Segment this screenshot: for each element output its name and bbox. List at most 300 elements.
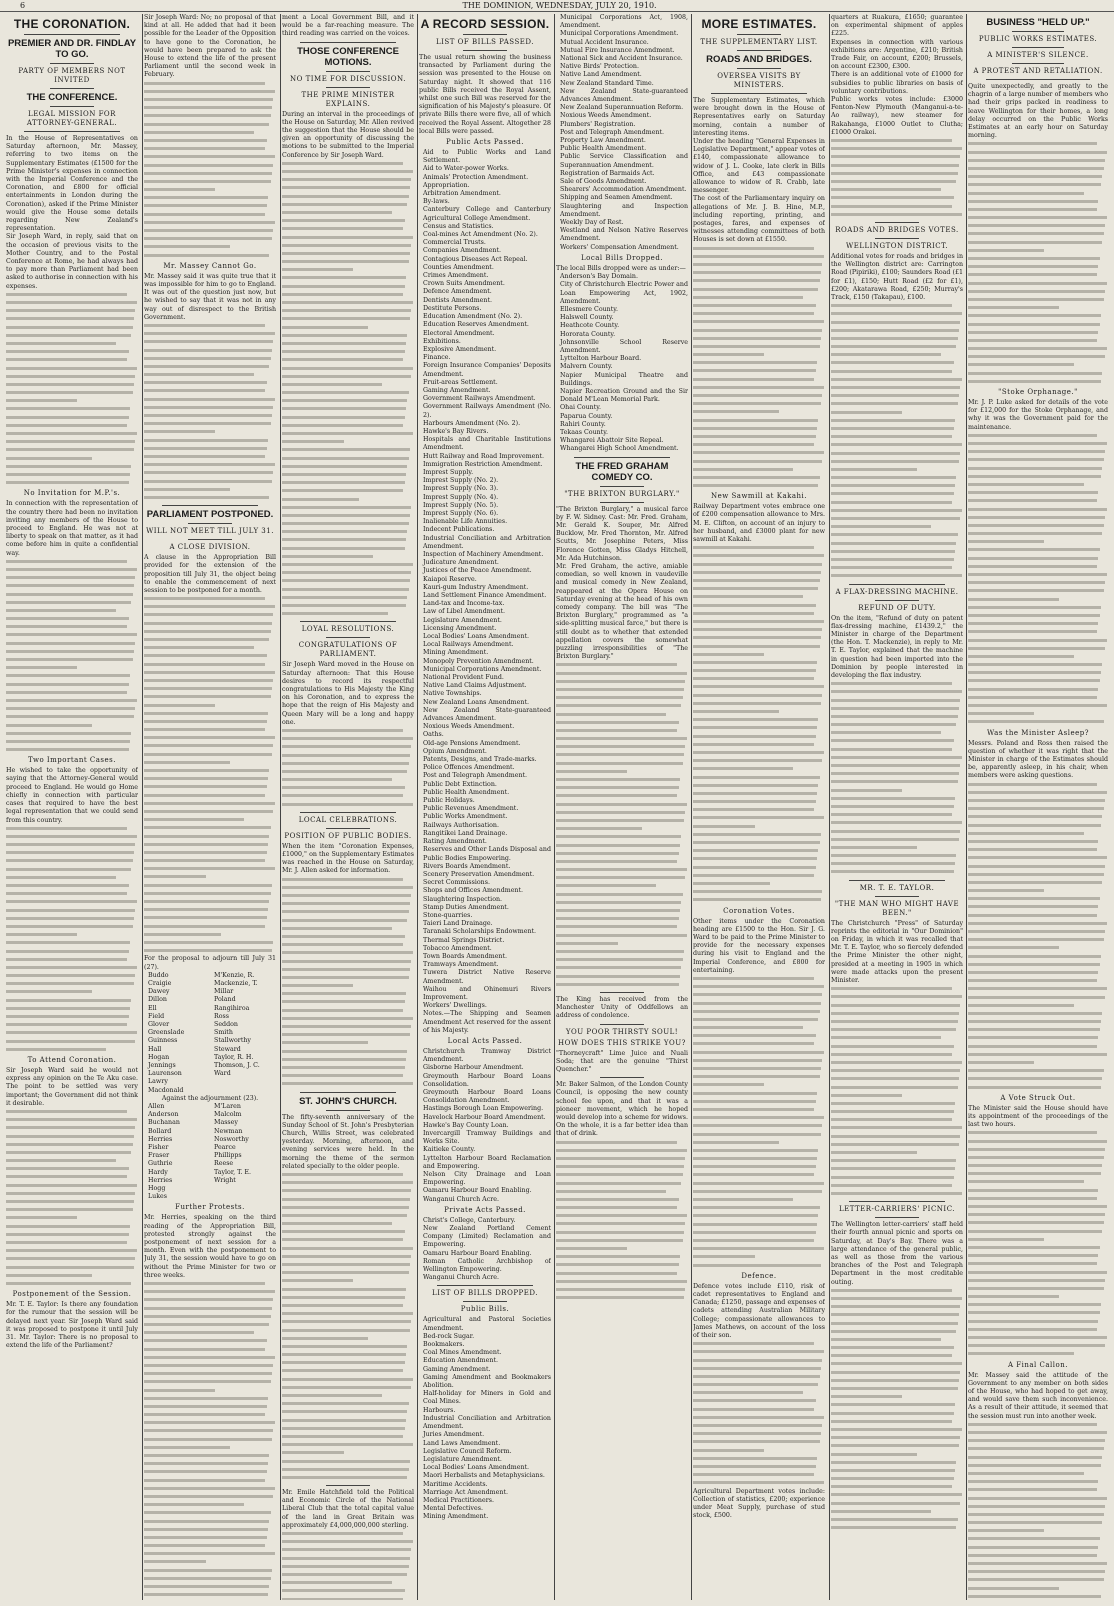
text-line <box>831 556 963 564</box>
text-line-ink <box>282 326 368 329</box>
text-line <box>144 808 276 816</box>
text-line <box>282 561 414 569</box>
text-line <box>693 741 825 749</box>
text-line <box>6 915 138 923</box>
text-line-ink <box>831 402 958 405</box>
text-line-ink <box>144 892 271 895</box>
text-line-ink <box>282 992 406 995</box>
column-1 <box>6 14 138 1600</box>
text-line <box>693 1163 825 1171</box>
text-line-ink <box>282 902 410 905</box>
text-line-ink <box>968 1189 1098 1192</box>
text-line-ink <box>282 186 410 189</box>
text-line <box>144 726 276 734</box>
text-line-ink <box>831 411 902 414</box>
list-item: Harbours. <box>423 1406 456 1414</box>
page-header-strip <box>0 0 1114 12</box>
text-line <box>831 705 963 713</box>
text-line <box>556 825 688 833</box>
text-line-ink <box>144 1593 268 1596</box>
text-line <box>693 1422 825 1430</box>
text-line <box>144 1387 276 1395</box>
text-line <box>6 882 138 890</box>
text-line <box>693 864 825 872</box>
list-item: Noxious Weeds Amendment. <box>560 112 652 120</box>
text-line-ink <box>6 560 127 563</box>
text-line-ink <box>831 1297 962 1300</box>
text-line <box>6 422 138 430</box>
text-line <box>6 438 138 446</box>
text-line-ink <box>6 1282 131 1285</box>
text-line <box>282 160 414 168</box>
text-line-ink <box>144 357 271 360</box>
list-item: Napier Municipal Theatre and Buildings. <box>560 371 688 387</box>
text-line <box>144 947 276 955</box>
text-line-ink <box>6 999 131 1002</box>
text-line <box>693 569 825 577</box>
list-item: Tramways Amendment. <box>423 961 499 969</box>
text-line-ink <box>6 317 134 320</box>
list-item: Dawey <box>148 988 170 996</box>
text-line-ink <box>693 1239 814 1242</box>
text-line-ink <box>282 894 411 897</box>
list-item: New Zealand Portland Cement Company (Limited) Reclamation and Empowering. <box>423 1225 551 1249</box>
text-line <box>831 572 963 580</box>
text-line-ink <box>6 576 135 579</box>
divider <box>50 106 94 107</box>
deck-oversea-visits: OVERSEA VISITS BY MINISTERS. <box>717 72 801 89</box>
text-line <box>144 137 276 145</box>
text-line <box>144 1370 276 1378</box>
text-line-ink <box>282 358 403 361</box>
list-item: Native Townships. <box>423 690 482 698</box>
section-subhead: A CLOSE DIVISION. <box>169 543 251 552</box>
divider <box>1012 47 1064 48</box>
text-line-ink <box>693 694 822 697</box>
text-line <box>831 194 963 202</box>
text-line <box>831 507 963 515</box>
text-line <box>556 907 688 915</box>
text-line-ink <box>968 1131 1097 1134</box>
text-line-ink <box>144 1511 271 1514</box>
text-line <box>282 1343 414 1351</box>
text-line-ink <box>968 548 1100 551</box>
deck-party: PARTY OF MEMBERS NOT INVITED <box>18 67 126 84</box>
text-line <box>831 1508 963 1516</box>
list-item: Jennings <box>148 1062 176 1069</box>
text-line <box>968 1138 1108 1146</box>
text-line-ink <box>968 1480 1098 1483</box>
text-line <box>144 112 276 120</box>
text-line <box>968 473 1108 481</box>
text-line <box>831 1336 963 1344</box>
text-line <box>6 923 138 931</box>
list-item: Public Holidays. <box>423 797 475 805</box>
deck-public-works: PUBLIC WORKS ESTIMATES. <box>978 35 1098 43</box>
text-line <box>282 438 414 446</box>
text-line <box>282 225 414 233</box>
list-item: Maritime Accidents. <box>423 1480 488 1488</box>
text-line-ink <box>144 613 273 616</box>
text-line <box>831 490 963 498</box>
text-line <box>144 202 276 210</box>
list-item: Public Debt Extinction. <box>423 780 497 788</box>
text-line <box>693 1196 825 1204</box>
text-line <box>693 1430 825 1438</box>
text-line <box>282 545 414 553</box>
deck-bills-passed: LIST OF BILLS PASSED. <box>436 38 534 46</box>
text-line-ink <box>282 448 410 451</box>
text-line <box>831 409 963 417</box>
text-line-ink <box>556 753 684 756</box>
text-line-ink <box>693 402 821 405</box>
text-line-ink <box>831 468 917 471</box>
text-line-ink <box>831 312 962 315</box>
text-line <box>693 1455 825 1463</box>
text-line-ink <box>831 1077 959 1080</box>
text-line <box>831 162 963 170</box>
text-line-ink <box>144 908 268 911</box>
text-line-ink <box>144 430 215 433</box>
text-line-ink <box>831 739 954 742</box>
text-line <box>282 291 414 299</box>
text-line <box>968 813 1108 821</box>
text-line-ink <box>831 1151 917 1154</box>
list-item: Wanganui Church Acre. <box>423 1195 499 1203</box>
text-line <box>968 985 1108 993</box>
text-line-ink <box>144 1552 275 1555</box>
text-line-ink <box>968 1180 1084 1183</box>
text-line-ink <box>282 301 413 304</box>
text-line <box>968 645 1108 653</box>
text-line-ink <box>693 1051 824 1054</box>
text-line <box>968 620 1108 628</box>
text-line <box>282 743 414 751</box>
text-line-ink <box>6 1135 134 1138</box>
text-line <box>282 1538 414 1546</box>
list-item: Explosive Amendment. <box>423 345 497 353</box>
text-line <box>556 686 688 694</box>
text-line <box>282 397 414 405</box>
article-paragraph: Agricultural Department votes include: Collection of statistics, £200; experience under Meat Supply, purchase of stud stock, £500. <box>693 1487 825 1520</box>
text-line <box>831 145 963 153</box>
filler-text-block <box>968 781 1108 1092</box>
text-line-ink <box>6 925 133 928</box>
text-line-ink <box>693 476 820 479</box>
section-subhead: A Vote Struck Out. <box>1000 1093 1076 1102</box>
text-line-ink <box>968 265 1098 268</box>
text-line <box>693 634 825 642</box>
text-line-ink <box>144 90 275 93</box>
text-line <box>693 872 825 880</box>
list-item: Public Health Amendment. <box>560 145 647 153</box>
list-item: Shops and Offices Amendment. <box>423 887 524 895</box>
text-line <box>144 162 276 170</box>
text-line <box>831 1426 963 1434</box>
text-line <box>6 414 138 422</box>
text-line <box>6 582 138 590</box>
text-line <box>968 440 1108 448</box>
text-line-ink <box>831 1167 955 1170</box>
text-line-ink <box>556 1149 687 1152</box>
text-line <box>968 1195 1108 1203</box>
text-line-ink <box>144 835 269 838</box>
text-line-ink <box>144 744 273 747</box>
text-line-ink <box>968 1287 1104 1290</box>
text-line-ink <box>556 680 685 683</box>
list-item: Shearers' Accommodation Amendment. <box>560 186 687 194</box>
text-line <box>831 1344 963 1352</box>
text-line-ink <box>693 394 822 397</box>
list-item: Marriage Act Amendment. <box>423 1488 508 1496</box>
text-line-ink <box>144 941 273 944</box>
list-item: Rating Amendment. <box>423 838 487 846</box>
text-line-ink <box>282 563 413 566</box>
list-item: Thermal Springs District. <box>423 936 505 944</box>
article-paragraph: Sir Joseph Ward: No; no proposal of that kind at all. He added that had it been possible for the Leader of the Opposition to have gone to the Coronation, he would have been prepared to ask the House to extend the life of the present Parliament until the second week in February. <box>144 14 276 79</box>
list-item: Kaiapoi Reserve. <box>423 575 477 583</box>
text-line-ink <box>144 875 206 878</box>
text-line <box>556 801 688 809</box>
text-line-ink <box>556 983 679 986</box>
text-line <box>693 618 825 626</box>
text-line <box>144 611 276 619</box>
text-line-ink <box>693 1383 818 1386</box>
text-line-ink <box>144 324 265 327</box>
text-line-ink <box>282 1173 403 1176</box>
text-line <box>831 1100 963 1108</box>
text-line-ink <box>831 172 958 175</box>
text-line <box>282 455 414 463</box>
text-line-ink <box>282 407 406 410</box>
text-line-ink <box>556 704 681 707</box>
text-line-ink <box>282 293 403 296</box>
text-line <box>556 776 688 784</box>
text-line-ink <box>6 707 135 710</box>
text-line <box>968 546 1108 554</box>
text-line-ink <box>693 1342 814 1345</box>
text-line-ink <box>282 588 409 591</box>
text-line-ink <box>282 317 410 320</box>
text-line <box>968 1236 1108 1244</box>
text-line-ink <box>693 378 814 381</box>
text-line-ink <box>831 854 956 857</box>
text-line <box>693 1040 825 1048</box>
text-line-ink <box>693 1440 820 1443</box>
text-line <box>968 271 1108 279</box>
text-line <box>282 792 414 800</box>
article-paragraph: Defence votes include £110, risk of cadet representatives to England and Canada; £1250, passage and expenses of cadets attending Australian Military College; compassionate allowances to James Mathews, on account of the loss of their son. <box>693 1282 825 1339</box>
list-item: Land-tax and Income-tax. <box>423 600 505 608</box>
list-item: Tuwera District Native Reserve Amendment. <box>423 969 551 985</box>
text-line-ink <box>831 1045 954 1048</box>
text-line-ink <box>144 229 273 232</box>
text-line <box>282 610 414 618</box>
text-line-ink <box>282 1589 405 1592</box>
text-line-ink <box>282 927 392 930</box>
text-line-ink <box>831 419 955 422</box>
text-line-ink <box>6 1118 137 1121</box>
text-line-ink <box>831 1004 960 1007</box>
text-line-ink <box>6 593 133 596</box>
text-line-ink <box>693 1010 820 1013</box>
text-line <box>282 1351 414 1359</box>
text-line-ink <box>144 204 267 207</box>
text-line <box>282 1425 414 1433</box>
text-line <box>693 351 825 359</box>
section-subhead: Further Protests. <box>175 1203 245 1212</box>
list-item: Property Law Amendment. <box>560 137 646 145</box>
text-line <box>968 1269 1108 1277</box>
text-line-ink <box>6 1266 134 1269</box>
text-line-ink <box>6 293 127 296</box>
text-line <box>282 892 414 900</box>
text-line-ink <box>968 355 1105 358</box>
text-line-ink <box>556 1198 679 1201</box>
text-line <box>282 1056 414 1064</box>
text-line <box>282 463 414 471</box>
text-line-ink <box>144 213 265 216</box>
text-line-ink <box>282 342 406 345</box>
article-paragraph: Mr. T. E. Taylor: Is there any foundation for the rumour that the session will be delayed next year. Sir Joseph Ward said it was proposed to postpone it until July 31. Mr. Taylor: There is no proposal to extend the life of the Parliament? <box>6 1301 138 1350</box>
text-line <box>6 1021 138 1029</box>
text-line <box>968 1511 1108 1519</box>
column-5 <box>556 14 688 1600</box>
text-line <box>831 729 963 737</box>
text-line <box>282 1294 414 1302</box>
text-line-ink <box>6 1126 135 1129</box>
text-line-ink <box>693 1133 821 1136</box>
text-line <box>282 1277 414 1285</box>
text-line-ink <box>144 884 272 887</box>
text-line <box>144 1378 276 1386</box>
article-paragraph: The Christchurch "Press" of Saturday reprints the editorial in "Our Dominion" on Friday, in which it was recalled that Mr. T. E. Taylor, who so fiercely defended the Prime Minister the other night, presided at a meeting in 1905 in which were made attacks upon the present Minister. <box>831 919 963 985</box>
text-line <box>968 1585 1108 1593</box>
text-line <box>831 343 963 351</box>
text-line-ink <box>282 1427 405 1430</box>
text-line-ink <box>144 1577 271 1580</box>
text-line <box>968 465 1108 473</box>
text-line <box>693 593 825 601</box>
text-line <box>693 376 825 384</box>
noes-list-right <box>210 1103 276 1201</box>
text-line <box>831 1401 963 1409</box>
text-line-ink <box>831 830 960 833</box>
text-line <box>831 1165 963 1173</box>
text-line <box>968 797 1108 805</box>
text-line <box>6 956 138 964</box>
text-line-ink <box>282 1304 403 1307</box>
text-line <box>6 299 138 307</box>
text-line-ink <box>6 1249 137 1252</box>
text-line <box>968 1002 1108 1010</box>
text-line-ink <box>968 1012 1102 1015</box>
text-line-ink <box>693 1432 821 1435</box>
text-line <box>968 198 1108 206</box>
section-subhead: "Stoke Orphanage." <box>998 388 1078 397</box>
section-subhead: Coronation Votes. <box>723 906 795 915</box>
column-6 <box>693 14 825 1600</box>
text-line-ink <box>693 1391 803 1394</box>
text-line <box>831 1369 963 1377</box>
text-line-ink <box>282 1074 403 1077</box>
text-line-ink <box>968 475 1101 478</box>
ayes-list-right <box>210 972 276 1095</box>
text-line <box>831 1182 963 1190</box>
text-line-ink <box>6 625 127 628</box>
text-line-ink <box>282 236 413 239</box>
text-line <box>282 1555 414 1563</box>
text-line <box>968 1486 1108 1494</box>
text-line <box>968 789 1108 797</box>
text-line <box>831 1051 963 1059</box>
text-line <box>831 203 963 211</box>
text-line-ink <box>144 794 265 797</box>
text-line <box>556 735 688 743</box>
text-line-ink <box>693 1034 816 1037</box>
text-line-ink <box>831 378 962 381</box>
list-item: Contagious Diseases Act Repeal. <box>423 255 528 263</box>
text-line-ink <box>968 557 1098 560</box>
list-item: City of Christchurch Electric Power and Loan Empowering Act, 1902, Amendment. <box>560 281 688 305</box>
text-line-ink <box>282 506 411 509</box>
text-line-ink <box>693 1182 824 1185</box>
section-subhead: WELLINGTON DISTRICT. <box>846 241 948 250</box>
text-line-ink <box>282 1410 407 1413</box>
headline-fred-graham: THE FRED GRAHAM COMEDY CO. <box>575 460 669 483</box>
text-line-ink <box>693 484 818 487</box>
text-line <box>282 307 414 315</box>
list-item: Half-holiday for Miners in Gold and Coal Mines. <box>423 1390 551 1406</box>
list-item: Christ's College, Canterbury. <box>423 1216 516 1224</box>
divider <box>849 880 945 881</box>
text-line <box>282 1433 414 1441</box>
column-4 <box>419 14 551 1600</box>
text-line-ink <box>556 819 684 822</box>
list-item: Newman <box>214 1127 243 1135</box>
list-item: Public Health Amendment. <box>423 788 510 796</box>
list-item: Gaming Amendment. <box>423 386 491 394</box>
text-line <box>282 487 414 495</box>
text-line-ink <box>556 1214 687 1217</box>
text-line-ink <box>831 1477 954 1480</box>
list-item: Nelson City Drainage and Loan Empowering. <box>423 1171 551 1187</box>
text-line-ink <box>144 414 272 417</box>
text-line-ink <box>831 1069 960 1072</box>
text-line-ink <box>282 943 403 946</box>
text-line <box>968 448 1108 456</box>
text-line-ink <box>831 484 955 487</box>
text-line-ink <box>144 1585 269 1588</box>
text-line <box>693 823 825 831</box>
text-line-ink <box>556 925 677 928</box>
text-line <box>6 713 138 721</box>
noes-list-left <box>144 1103 210 1201</box>
text-line <box>831 1303 963 1311</box>
text-line <box>693 482 825 490</box>
text-line-ink <box>282 547 405 550</box>
text-line <box>144 1288 276 1296</box>
text-line <box>693 1414 825 1422</box>
text-line-ink <box>831 1102 955 1105</box>
section-subhead: A Final Callon. <box>1008 1360 1068 1369</box>
text-line <box>282 982 414 990</box>
divider <box>849 1201 945 1202</box>
text-line-ink <box>693 1359 822 1362</box>
text-line <box>693 400 825 408</box>
text-line-ink <box>144 1331 254 1334</box>
list-item: Steward <box>214 1045 241 1053</box>
